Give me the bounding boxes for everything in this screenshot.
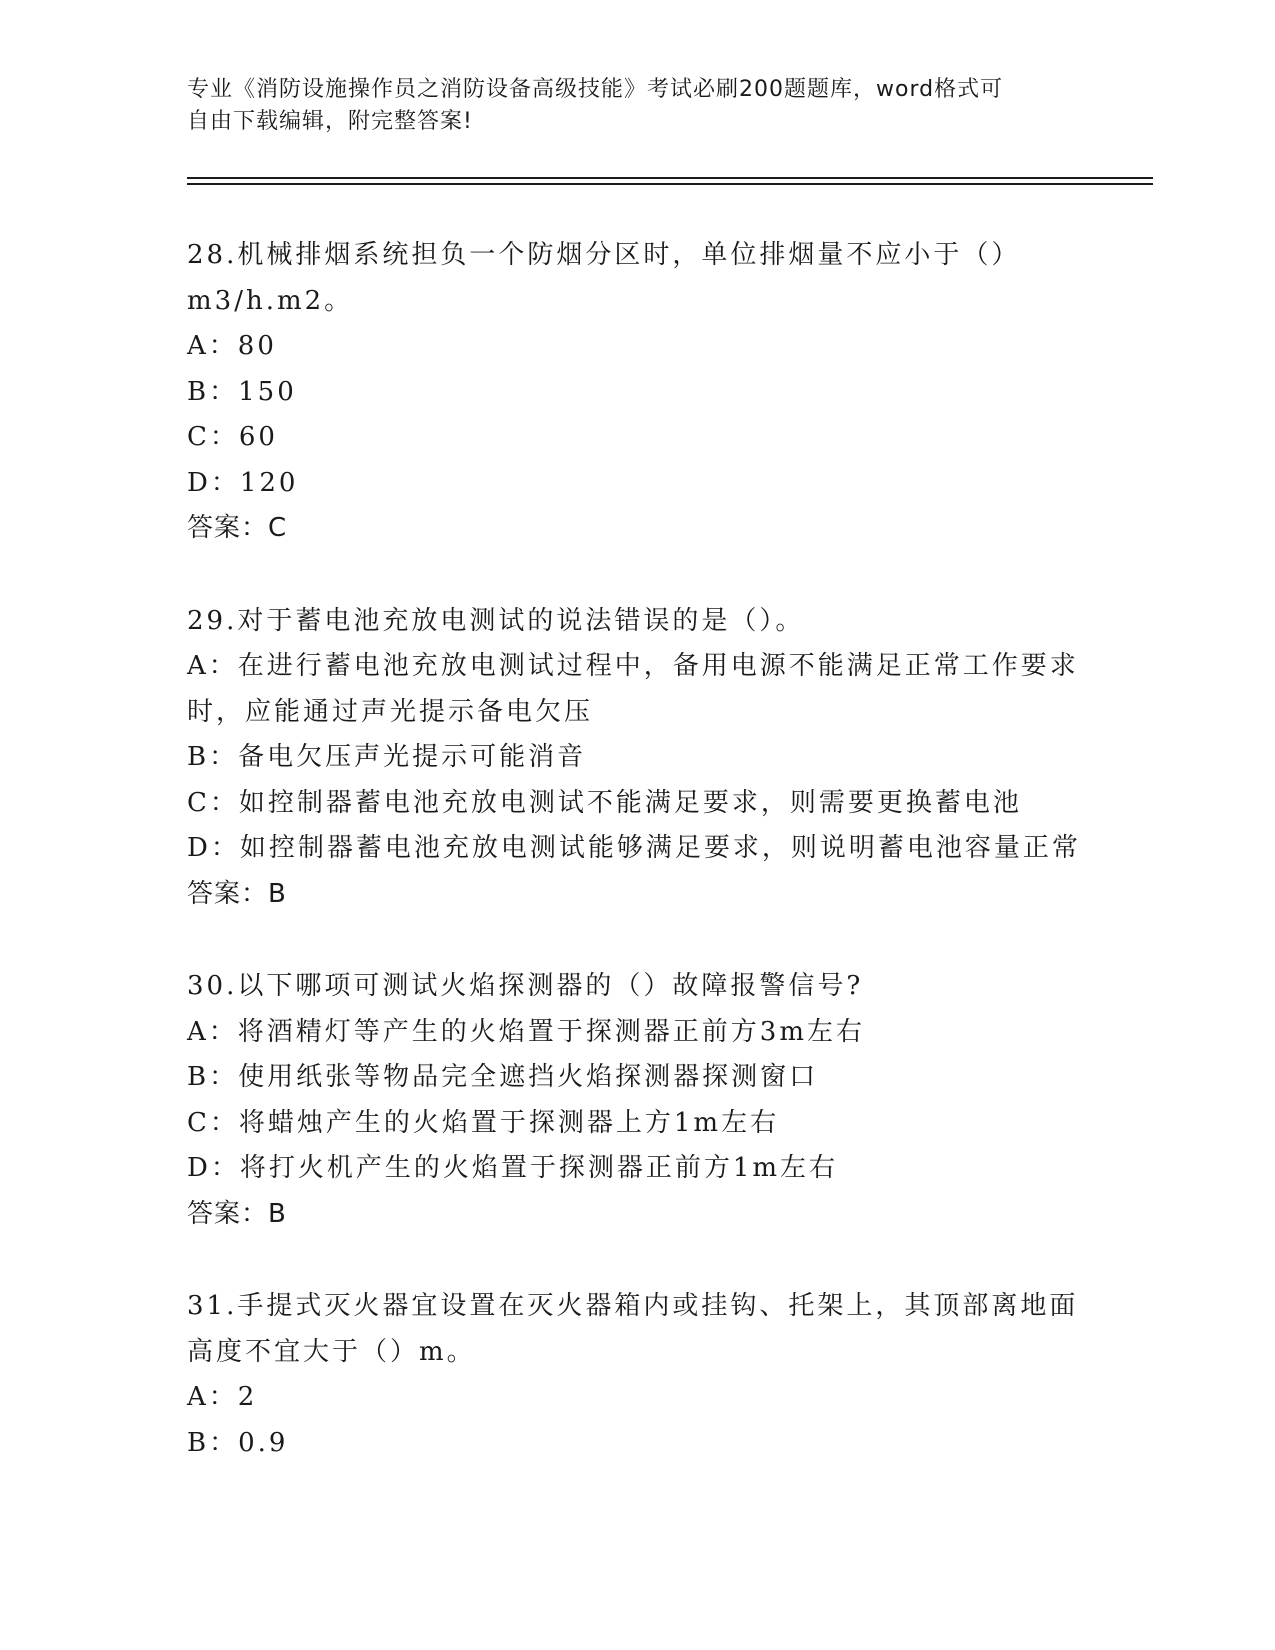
option-line: C：将蜡烛产生的火焰置于探测器上方1m左右 — [187, 1107, 780, 1138]
option-line: D：如控制器蓄电池充放电测试能够满足要求，则说明蓄电池容量正常 — [187, 833, 1081, 863]
option-line: B：备电欠压声光提示可能消音 — [187, 742, 587, 772]
header-divider-bottom — [187, 183, 1153, 185]
question-stem: 高度不宜大于（）m。 — [187, 1336, 476, 1367]
header-line-1: 专业《消防设施操作员之消防设备高级技能》考试必刷200题题库，word格式可 — [187, 77, 1004, 102]
header-divider-top — [187, 177, 1153, 179]
question-block — [187, 964, 1087, 1237]
answer-line: 答案：C — [187, 513, 288, 543]
document-header — [187, 74, 1087, 138]
option-line: B：150 — [187, 376, 297, 407]
option-line: 时，应能通过声光提示备电欠压 — [187, 696, 594, 727]
question-stem: m3/h.m2。 — [187, 285, 354, 316]
option-line: B：使用纸张等物品完全遮挡火焰探测器探测窗口 — [187, 1062, 819, 1092]
answer-line: 答案：B — [187, 1198, 287, 1229]
question-list — [187, 233, 1087, 1513]
question-stem: 28.机械排烟系统担负一个防烟分区时，单位排烟量不应小于（） — [187, 240, 1021, 270]
option-line: A：将酒精灯等产生的火焰置于探测器正前方3m左右 — [187, 1016, 865, 1047]
answer-line: 答案：B — [187, 878, 287, 909]
question-stem: 31.手提式灭火器宜设置在灭火器箱内或挂钩、托架上，其顶部离地面 — [187, 1291, 1079, 1321]
question-stem: 30.以下哪项可测试火焰探测器的（）故障报警信号? — [187, 971, 864, 1001]
header-line-2: 自由下载编辑，附完整答案! — [187, 109, 473, 134]
question-block — [187, 233, 1087, 552]
option-line: A：80 — [187, 331, 277, 361]
question-block — [187, 599, 1087, 918]
option-line: C：如控制器蓄电池充放电测试不能满足要求，则需要更换蓄电池 — [187, 787, 1022, 818]
question-block — [187, 1284, 1087, 1466]
option-line: A：在进行蓄电池充放电测试过程中，备用电源不能满足正常工作要求 — [187, 651, 1079, 681]
option-line: B：0.9 — [187, 1427, 289, 1458]
question-stem: 29.对于蓄电池充放电测试的说法错误的是（）。 — [187, 605, 805, 636]
option-line: A：2 — [187, 1382, 258, 1412]
option-line: D：将打火机产生的火焰置于探测器正前方1m左右 — [187, 1153, 839, 1183]
option-line: D：120 — [187, 467, 299, 498]
option-line: C：60 — [187, 422, 278, 452]
